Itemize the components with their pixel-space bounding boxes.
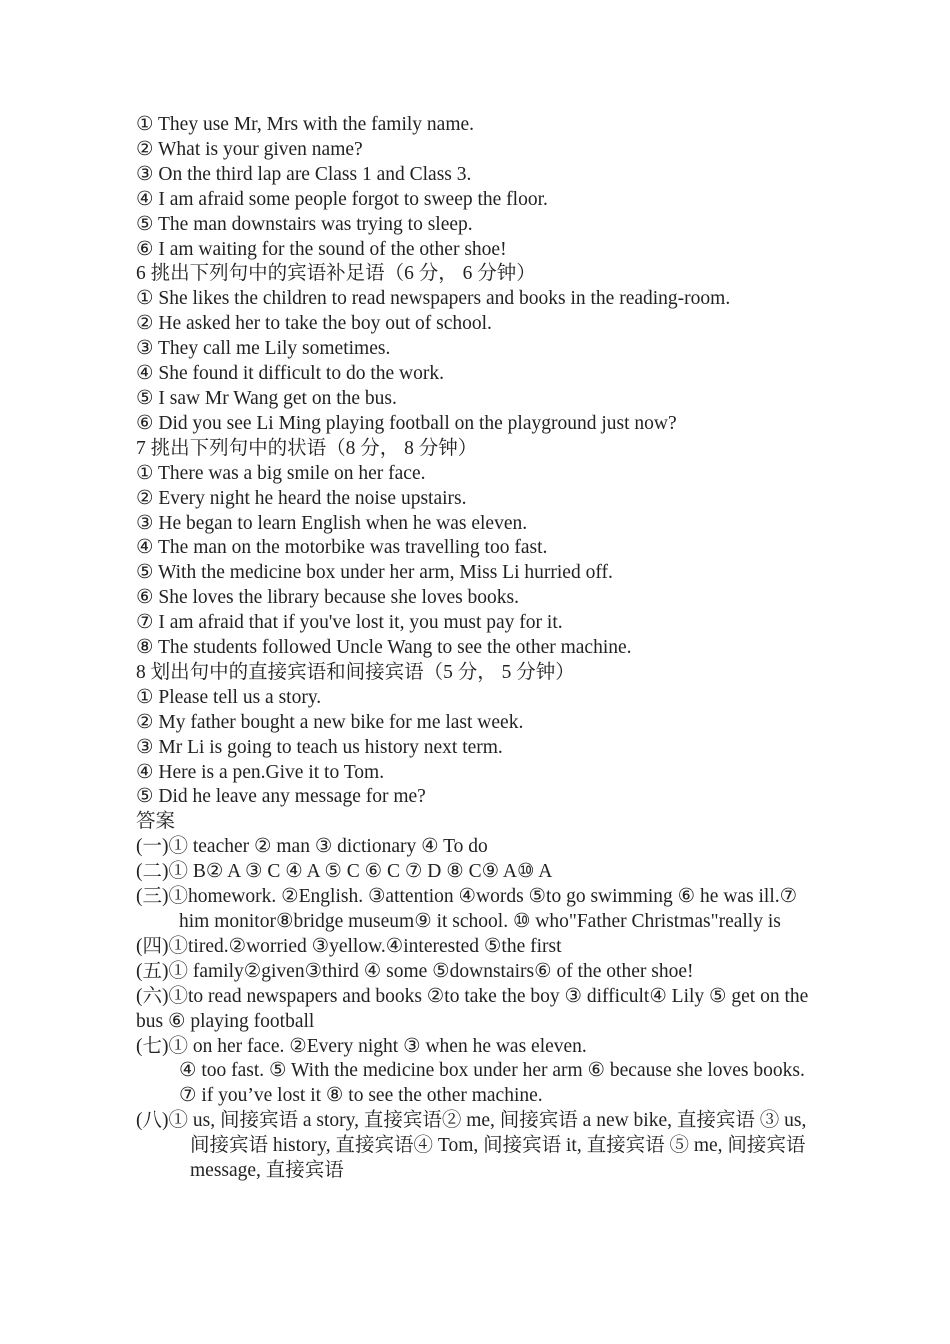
section5-item-6: ⑥ I am waiting for the sound of the other shoe! bbox=[136, 238, 507, 260]
answers-heading: 答案 bbox=[136, 811, 176, 833]
section6-item-4: ④ She found it difficult to do the work. bbox=[136, 363, 444, 385]
section5-item-3: ③ On the third lap are Class 1 and Class 3. bbox=[136, 163, 472, 185]
section8-heading: 8 划出句中的直接宾语和间接宾语（5 分， 5 分钟） bbox=[136, 661, 575, 683]
section6 bbox=[136, 262, 816, 436]
section8-item-1: ① Please tell us a story. bbox=[136, 686, 322, 708]
section8-item-4: ④ Here is a pen.Give it to Tom. bbox=[136, 761, 385, 783]
section5-item-1: ① They use Mr, Mrs with the family name. bbox=[136, 114, 475, 135]
section7-item-4: ④ The man on the motorbike was travelling too fast. bbox=[136, 537, 548, 559]
section5-item-4: ④ I am afraid some people forgot to sweep the floor. bbox=[136, 188, 548, 210]
section6-heading: 6 挑出下列句中的宾语补足语（6 分， 6 分钟） bbox=[136, 263, 536, 285]
answer-4: (四)①tired.②worried ③yellow.④interested ⑤the first bbox=[136, 935, 562, 957]
section7-item-1: ① There was a big smile on her face. bbox=[136, 462, 426, 484]
answer-1: (一)① teacher ② man ③ dictionary ④ To do bbox=[136, 836, 488, 858]
section5-item-5: ⑤ The man downstairs was trying to sleep. bbox=[136, 213, 473, 235]
answer-8: (八)① us, 间接宾语 a story, 直接宾语② me, 间接宾语 a new bike, 直接宾语 ③ us, 间接宾语 history, 直接宾语④ Tom, 间接宾语 it, 直接宾语 ⑤ me, 间接宾语 message, 直接宾语 bbox=[136, 1110, 807, 1182]
section6-item-1: ① She likes the children to read newspapers and books in the reading-room. bbox=[136, 288, 731, 310]
section5-item-2: ② What is your given name? bbox=[136, 138, 363, 160]
section6-item-6: ⑥ Did you see Li Ming playing football on the playground just now? bbox=[136, 412, 677, 434]
section7 bbox=[136, 437, 816, 661]
section7-item-5: ⑤ With the medicine box under her arm, Miss Li hurried off. bbox=[136, 562, 613, 584]
answer-7-line-1: (七)① on her face. ②Every night ③ when he was eleven. bbox=[136, 1035, 587, 1057]
section6-item-3: ③ They call me Lily sometimes. bbox=[136, 338, 391, 360]
section8-item-3: ③ Mr Li is going to teach us history next term. bbox=[136, 736, 503, 758]
section7-item-7: ⑦ I am afraid that if you've lost it, you must pay for it. bbox=[136, 612, 563, 634]
section8 bbox=[136, 661, 816, 810]
answer-3: (三)①homework. ②English. ③attention ④words ⑤to go swimming ⑥ he was ill.⑦ him monitor⑧bridge museum⑨ it school. ⑩ who"Father Christmas"really is bbox=[136, 886, 798, 932]
answer-6: (六)①to read newspapers and books ②to take the boy ③ difficult④ Lily ⑤ get on the bus ⑥ playing football bbox=[136, 985, 809, 1032]
section7-item-6: ⑥ She loves the library because she loves books. bbox=[136, 587, 520, 609]
answers-section bbox=[136, 810, 816, 1184]
section7-item-8: ⑧ The students followed Uncle Wang to see the other machine. bbox=[136, 637, 632, 659]
section6-item-2: ② He asked her to take the boy out of school. bbox=[136, 313, 492, 335]
section5-items bbox=[136, 113, 816, 262]
document-page bbox=[136, 113, 816, 1184]
answer-7-line-2: ④ too fast. ⑤ With the medicine box under her arm ⑥ because she loves books. ⑦ if you’ve lost it ⑧ to see the other machine. bbox=[179, 1060, 805, 1107]
section6-item-5: ⑤ I saw Mr Wang get on the bus. bbox=[136, 387, 397, 409]
section7-heading: 7 挑出下列句中的状语（8 分， 8 分钟） bbox=[136, 437, 478, 459]
answer-2: (二)① B② A ③ C ④ A ⑤ C ⑥ C ⑦ D ⑧ C⑨ A⑩ A bbox=[136, 861, 553, 883]
section7-item-3: ③ He began to learn English when he was eleven. bbox=[136, 512, 528, 534]
section8-item-2: ② My father bought a new bike for me last week. bbox=[136, 711, 524, 733]
section7-item-2: ② Every night he heard the noise upstairs. bbox=[136, 487, 467, 509]
section8-item-5: ⑤ Did he leave any message for me? bbox=[136, 786, 426, 808]
answer-5: (五)① family②given③third ④ some ⑤downstairs⑥ of the other shoe! bbox=[136, 960, 694, 982]
